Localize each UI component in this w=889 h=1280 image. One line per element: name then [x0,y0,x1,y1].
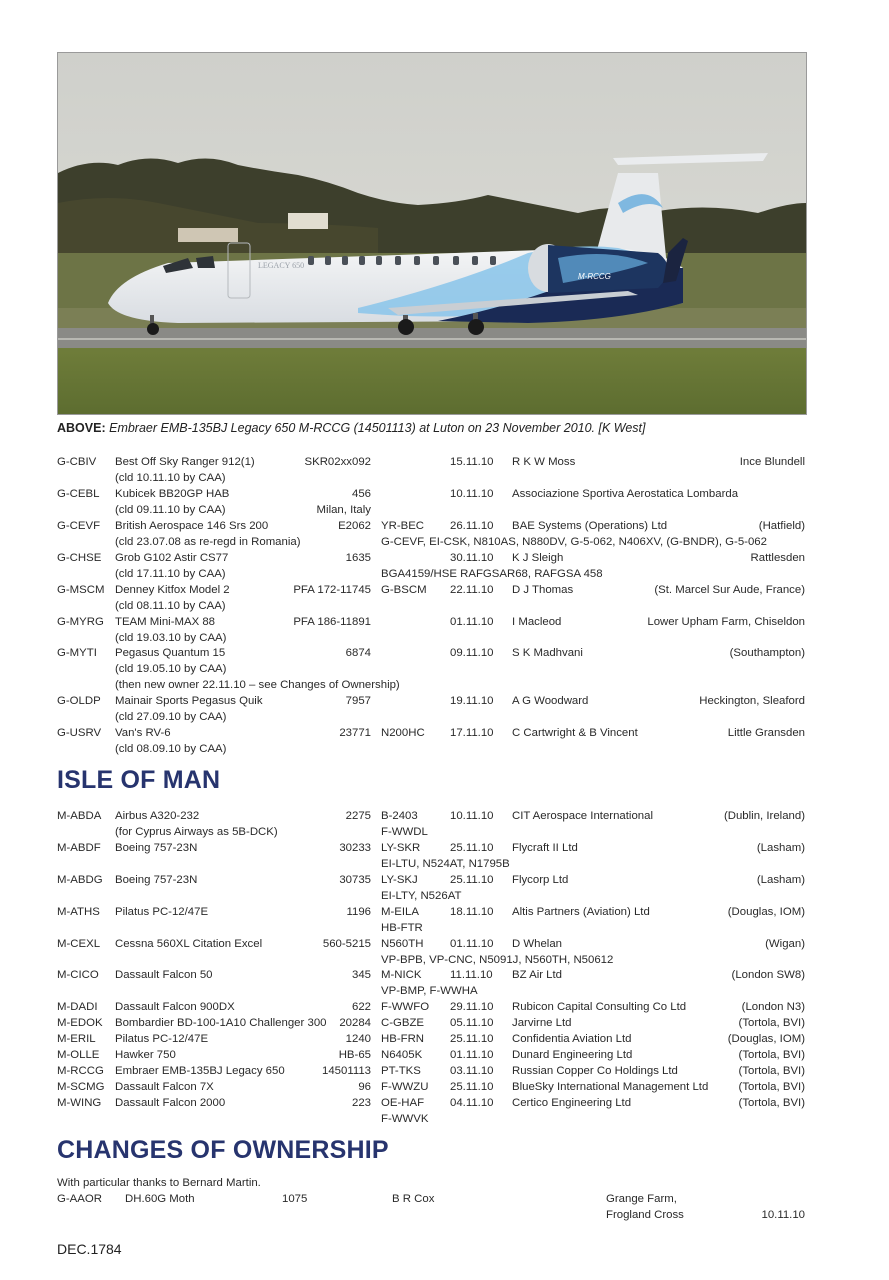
table-row-note [57,1111,805,1127]
cancellation-note: (cld 09.11.10 by CAA) [115,504,226,516]
aircraft-type: Boeing 757-23N [115,842,198,854]
owner: Associazione Sportiva Aerostatica Lombarda [512,488,739,500]
constructor-number: E2062 [338,520,371,532]
location: (Tortola, BVI) [738,1081,805,1093]
registration: G-CHSE [57,552,102,564]
date: 22.11.10 [450,584,494,596]
constructor-number: 30233 [339,842,371,854]
registration: M-ABDF [57,842,101,854]
table-row [57,645,805,661]
table-row-note [57,952,805,968]
constructor-number: SKR02xx092 [304,456,371,468]
registration: G-CBIV [57,456,97,468]
fuselage-lettering: LEGACY 650 [258,261,305,270]
constructor-number: PFA 186-11891 [293,616,371,628]
previous-identity: G-BSCM [381,584,427,596]
aircraft-type: Van's RV-6 [115,727,171,739]
location: (Tortola, BVI) [738,1097,805,1109]
date: 29.11.10 [450,1001,494,1013]
registration: M-EDOK [57,1017,103,1029]
owner: Altis Partners (Aviation) Ltd [512,906,650,918]
table-row [57,1079,805,1095]
constructor-number: 30735 [339,874,371,886]
owner: A G Woodward [512,695,589,707]
date: 01.11.10 [450,938,494,950]
registration: M-ABDA [57,810,102,822]
previous-identities: BGA4159/HSE RAFGSAR68, RAFGSA 458 [381,568,603,580]
constructor-number: PFA 172-11745 [293,584,371,596]
location: (St. Marcel Sur Aude, France) [654,584,805,596]
page-reference: DEC.1784 [57,1241,122,1257]
location: (Douglas, IOM) [727,1033,805,1045]
aircraft-type: Denney Kitfox Model 2 [115,584,230,596]
constructor-number: 7957 [345,695,371,707]
location: Lower Upham Farm, Chiseldon [647,616,805,628]
owner: Confidentia Aviation Ltd [512,1033,632,1045]
cancellation-note: (cld 23.07.08 as re-regd in Romania) [115,536,301,548]
table-row-note [57,824,805,840]
owner: Jarvirne Ltd [512,1017,572,1029]
owner: C Cartwright & B Vincent [512,727,638,739]
previous-identities: VP-BMP, F-WWHA [381,985,478,997]
registration: M-CICO [57,969,99,981]
table-row [57,904,805,920]
owner: BlueSky International Management Ltd [512,1081,709,1093]
cancellation-note: (cld 08.11.10 by CAA) [115,600,226,612]
cancellation-note: (cld 19.03.10 by CAA) [115,632,227,644]
date: 15.11.10 [450,456,494,468]
aircraft-type: Grob G102 Astir CS77 [115,552,229,564]
owner: Russian Copper Co Holdings Ltd [512,1065,678,1077]
constructor-number: 622 [351,1001,371,1013]
table-row [57,725,805,741]
aircraft-type: TEAM Mini-MAX 88 [115,616,216,628]
previous-identities: F-WWDL [381,826,428,838]
previous-identities: EI-LTY, N526AT [381,890,462,902]
date: 25.11.10 [450,1033,494,1045]
previous-identity: F-WWZU [381,1081,429,1093]
date: 25.11.10 [450,874,494,886]
table-row [57,1095,805,1111]
owner: D Whelan [512,938,563,950]
owner: Flycorp Ltd [512,874,569,886]
previous-identity: HB-FRN [381,1033,425,1045]
table-row-note [57,661,805,677]
previous-identity: F-WWFO [381,1001,430,1013]
date: 10.11.10 [761,1209,805,1221]
location: (Lasham) [756,874,805,886]
registration: G-CEVF [57,520,101,532]
date: 01.11.10 [450,616,494,628]
location: (Wigan) [765,938,805,950]
previous-identity: LY-SKJ [381,874,418,886]
previous-identity: M-NICK [381,969,422,981]
table-row-note [57,709,805,725]
constructor-number: 456 [351,488,371,500]
cancellation-note: (cld 08.09.10 by CAA) [115,743,227,755]
registration: M-ERIL [57,1033,96,1045]
location: (Douglas, IOM) [727,906,805,918]
table-row-note [57,741,805,757]
previous-identity: N560TH [381,938,424,950]
date: 01.11.10 [450,1049,494,1061]
table-row [57,518,805,534]
previous-identity: PT-TKS [381,1065,421,1077]
previous-identity: OE-HAF [381,1097,425,1109]
table-row-note [57,534,805,550]
date: 25.11.10 [450,1081,494,1093]
cancellation-note: (cld 10.11.10 by CAA) [115,472,226,484]
constructor-number: HB-65 [338,1049,371,1061]
table-row [57,1031,805,1047]
note: (for Cyprus Airways as 5B-DCK) [115,826,278,838]
aircraft-type: DH.60G Moth [125,1193,195,1205]
owner: Certico Engineering Ltd [512,1097,632,1109]
previous-identities: HB-FTR [381,922,423,934]
constructor-number: 2275 [345,810,371,822]
date: 11.11.10 [450,969,493,981]
previous-identity: B-2403 [381,810,418,822]
location: (Southampton) [729,647,805,659]
location: (Tortola, BVI) [738,1049,805,1061]
aircraft-type: Kubicek BB20GP HAB [115,488,230,500]
constructor-number: 560-5215 [322,938,371,950]
constructor-number: 1635 [345,552,371,564]
registration: M-CEXL [57,938,101,950]
date: 19.11.10 [450,695,494,707]
constructor-number: 1196 [346,906,371,918]
location: (Lasham) [756,842,805,854]
registration: G-MYRG [57,616,104,628]
aircraft-type: Dassault Falcon 2000 [115,1097,226,1109]
table-row [57,1047,805,1063]
owner: Flycraft II Ltd [512,842,578,854]
aircraft-type: British Aerospace 146 Srs 200 [115,520,269,532]
table-row [57,999,805,1015]
constructor-number: 223 [351,1097,371,1109]
table-row-note [57,598,805,614]
date: 17.11.10 [450,727,494,739]
table-row [57,872,805,888]
constructor-number: 1075 [282,1193,308,1205]
aircraft-type: Dassault Falcon 50 [115,969,213,981]
table-row [57,840,805,856]
cancellation-note: (cld 27.09.10 by CAA) [115,711,227,723]
aircraft-photo-illustration [58,53,806,414]
constructor-number: 96 [358,1081,371,1093]
registration: G-AAOR [57,1193,102,1205]
table-row-note [57,983,805,999]
ownership-note: (then new owner 22.11.10 – see Changes of Ownership) [115,679,400,691]
aircraft-type: Embraer EMB-135BJ Legacy 650 [115,1065,285,1077]
location: (London SW8) [731,969,805,981]
table-row [57,486,805,502]
aircraft-type: Cessna 560XL Citation Excel [115,938,263,950]
location: (London N3) [741,1001,805,1013]
section-title-isle-of-man: ISLE OF MAN [57,766,221,794]
owner: D J Thomas [512,584,574,596]
date: 30.11.10 [450,552,494,564]
location: (Tortola, BVI) [738,1017,805,1029]
owner: CIT Aerospace International [512,810,653,822]
table-row-note [57,566,805,582]
constructor-number: 23771 [339,727,371,739]
registration: G-MYTI [57,647,97,659]
previous-identities: VP-BPB, VP-CNC, N5091J, N560TH, N50612 [381,954,614,966]
date: 10.11.10 [450,810,494,822]
caption-label: ABOVE: [57,421,106,435]
tail-registration: M-RCCG [578,272,611,281]
date: 05.11.10 [450,1017,494,1029]
table-row [57,936,805,952]
aircraft-type: Airbus A320-232 [115,810,200,822]
owner: R K W Moss [512,456,576,468]
registration: G-CEBL [57,488,100,500]
previous-identity: LY-SKR [381,842,421,854]
registration: M-WING [57,1097,102,1109]
aircraft-type: Hawker 750 [115,1049,176,1061]
registration: G-USRV [57,727,102,739]
table-row-note [57,630,805,646]
aircraft-type: Dassault Falcon 7X [115,1081,214,1093]
location-line-1: Grange Farm, [606,1193,677,1205]
section-title-changes-of-ownership: CHANGES OF OWNERSHIP [57,1136,389,1164]
table-row-note [57,470,805,486]
constructor-number: 20284 [339,1017,371,1029]
owner: K J Sleigh [512,552,564,564]
aircraft-type: Mainair Sports Pegasus Quik [115,695,263,707]
aircraft-type: Pilatus PC-12/47E [115,1033,209,1045]
location: Ince Blundell [739,456,805,468]
constructor-number: 6874 [345,647,371,659]
table-row-note [57,888,805,904]
table-row-note [57,856,805,872]
previous-identity: N6405K [381,1049,423,1061]
previous-identities: F-WWVK [381,1113,429,1125]
date: 26.11.10 [450,520,494,532]
previous-identities: EI-LTU, N524AT, N1795B [381,858,510,870]
owner: Dunard Engineering Ltd [512,1049,633,1061]
table-row [57,1063,805,1079]
registration: M-RCCG [57,1065,104,1077]
previous-identity: M-EILA [381,906,419,918]
owner: BAE Systems (Operations) Ltd [512,520,668,532]
aircraft-type: Boeing 757-23N [115,874,198,886]
previous-identity: C-GBZE [381,1017,425,1029]
aircraft-type: Pilatus PC-12/47E [115,906,209,918]
owner: I Macleod [512,616,562,628]
aircraft-photo [57,52,807,415]
table-row [57,550,805,566]
aircraft-type: Dassault Falcon 900DX [115,1001,235,1013]
constructor-number: 345 [351,969,371,981]
registration: G-OLDP [57,695,101,707]
location-line-2: Frogland Cross [606,1209,684,1221]
cancellation-note: (cld 17.11.10 by CAA) [115,568,226,580]
owner: BZ Air Ltd [512,969,563,981]
location: (Tortola, BVI) [738,1065,805,1077]
owner: S K Madhvani [512,647,583,659]
date: 04.11.10 [450,1097,494,1109]
caption-text: Embraer EMB-135BJ Legacy 650 M-RCCG (14501113) at Luton on 23 November 2010. [K West] [109,421,646,435]
location: (Dublin, Ireland) [723,810,805,822]
registration: M-SCMG [57,1081,105,1093]
registration: G-MSCM [57,584,105,596]
location: Little Gransden [727,727,805,739]
owner: Rubicon Capital Consulting Co Ltd [512,1001,687,1013]
location: (Hatfield) [758,520,805,532]
cancellation-note: (cld 19.05.10 by CAA) [115,663,227,675]
previous-identities: G-CEVF, EI-CSK, N810AS, N880DV, G-5-062, N406XV, (G-BNDR), G-5-062 [381,536,767,548]
location: Heckington, Sleaford [699,695,805,707]
registration: M-DADI [57,1001,98,1013]
constructor-number: 14501113 [322,1065,371,1077]
date: 25.11.10 [450,842,494,854]
photo-caption [57,421,646,435]
table-row [57,808,805,824]
table-row-note [57,677,805,693]
table-row [57,582,805,598]
location: Rattlesden [750,552,805,564]
date: 10.11.10 [450,488,494,500]
registration: M-ABDG [57,874,103,886]
table-row [57,693,805,709]
aircraft-type: Bombardier BD-100-1A10 Challenger 300 [115,1017,327,1029]
constructor-number: 1240 [345,1033,371,1045]
owner-location: Milan, Italy [316,504,371,516]
table-row [57,967,805,983]
aircraft-type: Pegasus Quantum 15 [115,647,226,659]
acknowledgement: With particular thanks to Bernard Martin. [57,1177,261,1189]
registration: M-ATHS [57,906,100,918]
date: 18.11.10 [450,906,494,918]
previous-identity: N200HC [381,727,425,739]
date: 03.11.10 [450,1065,494,1077]
previous-identity: YR-BEC [381,520,425,532]
table-row-note [57,920,805,936]
aircraft-type: Best Off Sky Ranger 912(1) [115,456,255,468]
table-row [57,614,805,630]
date: 09.11.10 [450,647,494,659]
registration: M-OLLE [57,1049,100,1061]
table-row [57,1015,805,1031]
new-owner: B R Cox [392,1193,435,1205]
table-row [57,454,805,470]
table-row-note [57,502,805,518]
